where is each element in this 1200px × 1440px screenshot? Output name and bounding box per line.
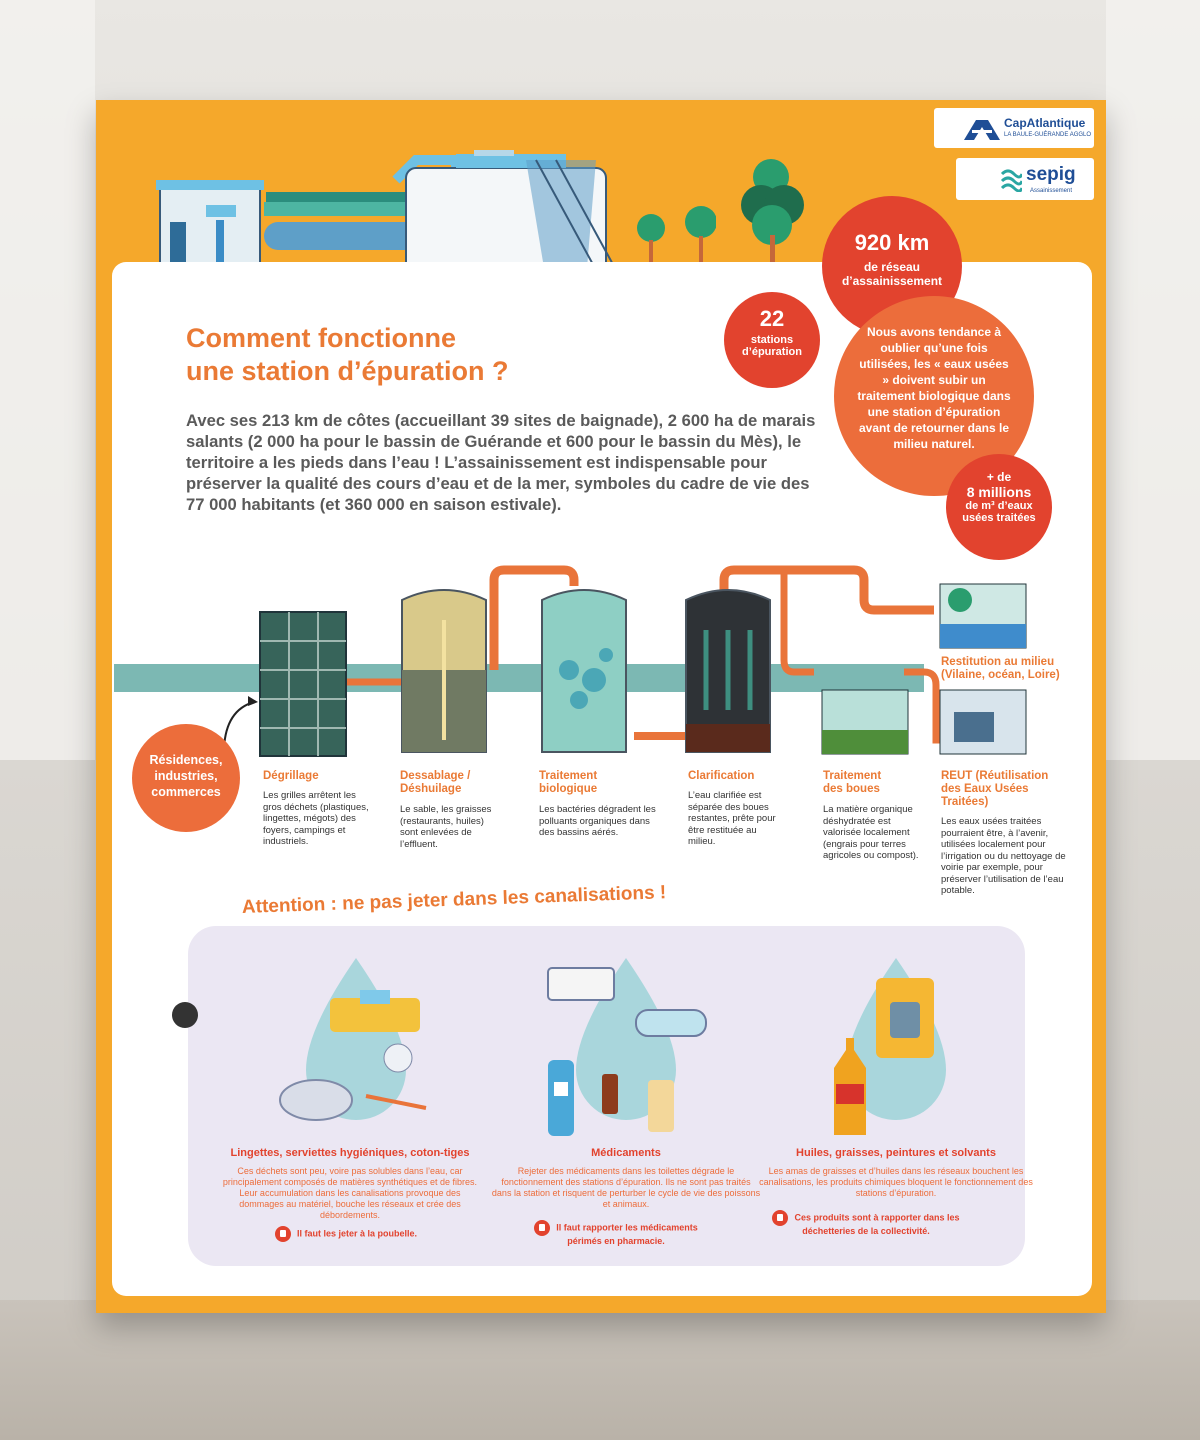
step-dessablage-desc: Le sable, les graisses (restaurants, huiles) sont enlevées de l’effluent. bbox=[400, 804, 492, 850]
bio-tank bbox=[542, 590, 626, 752]
stations-label-1: stations bbox=[750, 334, 794, 346]
degrillage-screen bbox=[260, 612, 346, 756]
sepig-tagline: Assainissement bbox=[1030, 188, 1073, 194]
item-wipes-title: Lingettes, serviettes hygiéniques, coton-tiges bbox=[230, 1147, 470, 1159]
item-wipes-desc: Ces déchets sont peu, voire pas solubles dans l’eau, car principalement composés de matières synthétiques et de fibres. Leur accumulation dans les canalisations provoque des dommages au matériel, bouche les réseaux et crée des débordements. bbox=[222, 1166, 478, 1220]
title-line-1: Comment fonctionne bbox=[186, 323, 456, 353]
volume-label-2: usées traitées bbox=[962, 512, 1036, 524]
item-medicine-advice bbox=[516, 1220, 716, 1247]
step-reut-title: REUT (Réutilisation des Eaux Usées Traitées) bbox=[941, 770, 1049, 808]
oils-illustration bbox=[796, 950, 996, 1140]
step-boues-desc: La matière organique déshydratée est valorisée localement (engrais pour terres agricoles ou compost). bbox=[823, 804, 919, 861]
info-poster bbox=[96, 100, 1106, 1313]
step-clarification-title: Clarification bbox=[688, 770, 755, 782]
item-wipes-advice bbox=[246, 1226, 446, 1242]
item-medicine-advice-text: Il faut rapporter les médicaments périmés en pharmacie. bbox=[556, 1222, 698, 1246]
thumbs-up-icon bbox=[534, 1220, 550, 1236]
network-value: 920 km bbox=[854, 230, 930, 255]
restitution-label: Restitution au milieu (Vilaine, océan, Loire) bbox=[941, 656, 1060, 681]
volume-label-1: de m³ d’eaux bbox=[965, 500, 1033, 512]
step-degrillage-desc: Les grilles arrêtent les gros déchets (plastiques, lingettes, mégots) des foyers, campings et industriels. bbox=[263, 790, 369, 847]
background-floor bbox=[0, 1300, 1200, 1440]
source-bubble bbox=[132, 724, 240, 832]
source-label: Résidences, industries, commerces bbox=[149, 753, 223, 799]
step-boues-title: Traitement des boues bbox=[823, 770, 882, 795]
step-bio-title: Traitement biologique bbox=[539, 770, 598, 795]
sepig-logo bbox=[956, 158, 1094, 200]
step-degrillage-title: Dégrillage bbox=[263, 770, 319, 782]
volume-prefix: + de bbox=[986, 470, 1012, 484]
item-medicine-title: Médicaments bbox=[591, 1147, 661, 1159]
pipe-boues bbox=[784, 570, 814, 672]
item-medicine-desc: Rejeter des médicaments dans les toilettes dégrade le fonctionnement des stations d’épuration. Ils ne sont pas traités dans la station et risquent de perturber le cycle de vie des poissons et animaux. bbox=[491, 1166, 761, 1209]
thumbs-up-icon bbox=[772, 1210, 788, 1226]
medicine-illustration bbox=[526, 950, 726, 1140]
step-reut-desc: Les eaux usées traitées pourraient être, à l’avenir, utilisées localement pour l’irrigation ou du nettoyage de voirie par exemple, pour préserver l’utilisation de l’eau potable. bbox=[941, 816, 1066, 896]
volume-bubble bbox=[946, 454, 1052, 560]
title-line-2: une station d’épuration ? bbox=[186, 356, 509, 386]
warning-title: Attention : ne pas jeter dans les canalisations ! bbox=[241, 882, 667, 918]
step-bio-desc: Les bactéries dégradent les polluants organiques dans des bassins aérés. bbox=[539, 804, 656, 838]
step-dessablage-title: Dessablage / Déshuilage bbox=[400, 770, 471, 795]
item-oils-advice-text: Ces produits sont à rapporter dans les déchetteries de la collectivité. bbox=[794, 1212, 960, 1236]
network-label-1: de réseau bbox=[863, 260, 921, 274]
panel-hole bbox=[172, 1002, 198, 1028]
water-flow-band bbox=[114, 664, 924, 692]
capatlantique-name: CapAtlantique bbox=[1004, 116, 1086, 130]
capatlantique-logo bbox=[934, 108, 1094, 148]
stations-count-bubble bbox=[724, 292, 820, 388]
page-title bbox=[186, 322, 509, 388]
step-clarification-desc: L’eau clarifiée est séparée des boues restantes, prête pour être restituée au milieu. bbox=[688, 790, 776, 847]
intro-paragraph: Avec ses 213 km de côtes (accueillant 39 sites de baignade), 2 600 ha de marais salants (2 000 ha pour le bassin de Guérande et 600 pour le bassin du Mès), le territoire a les pieds dans l’eau ! L’assainissement est indispensable pour préserver la qualité des cours d’eau et de la mer, symboles du cadre de vie des 77 000 habitants (et 360 000 en saison estivale). bbox=[186, 411, 816, 514]
wipes-illustration bbox=[256, 950, 456, 1140]
item-oils-desc: Les amas de graisses et d’huiles dans les réseaux bouchent les canalisations, les produits chimiques bloquent le fonctionnement des stations d’épuration. bbox=[759, 1166, 1033, 1198]
sepig-name: sepig bbox=[1026, 164, 1076, 185]
thumbs-up-icon bbox=[275, 1226, 291, 1242]
sepig-wave-icon bbox=[1000, 168, 1022, 192]
capatlantique-tagline: LA BAULE-GUÉRANDE AGGLO bbox=[1004, 132, 1092, 138]
source-arrow bbox=[224, 702, 254, 748]
volume-value: 8 millions bbox=[966, 484, 1032, 500]
background-window-right bbox=[1106, 0, 1200, 760]
item-wipes-advice-text: Il faut les jeter à la poubelle. bbox=[296, 1228, 418, 1239]
station-illustration bbox=[156, 150, 716, 280]
note-text: Nous avons tendance à oublier qu’une fois utilisées, les « eaux usées » doivent subir un traitement biologique dans une station d’épuration avant de retourner dans le milieu naturel. bbox=[857, 325, 1011, 451]
stations-value: 22 bbox=[759, 306, 785, 331]
capatlantique-icon bbox=[962, 116, 1002, 142]
item-oils-advice bbox=[756, 1210, 976, 1237]
item-oils-title: Huiles, graisses, peintures et solvants bbox=[796, 1147, 996, 1159]
stations-label-2: d’épuration bbox=[742, 346, 802, 358]
network-label-2: d’assainissement bbox=[841, 274, 943, 288]
background-window-left bbox=[0, 0, 95, 760]
